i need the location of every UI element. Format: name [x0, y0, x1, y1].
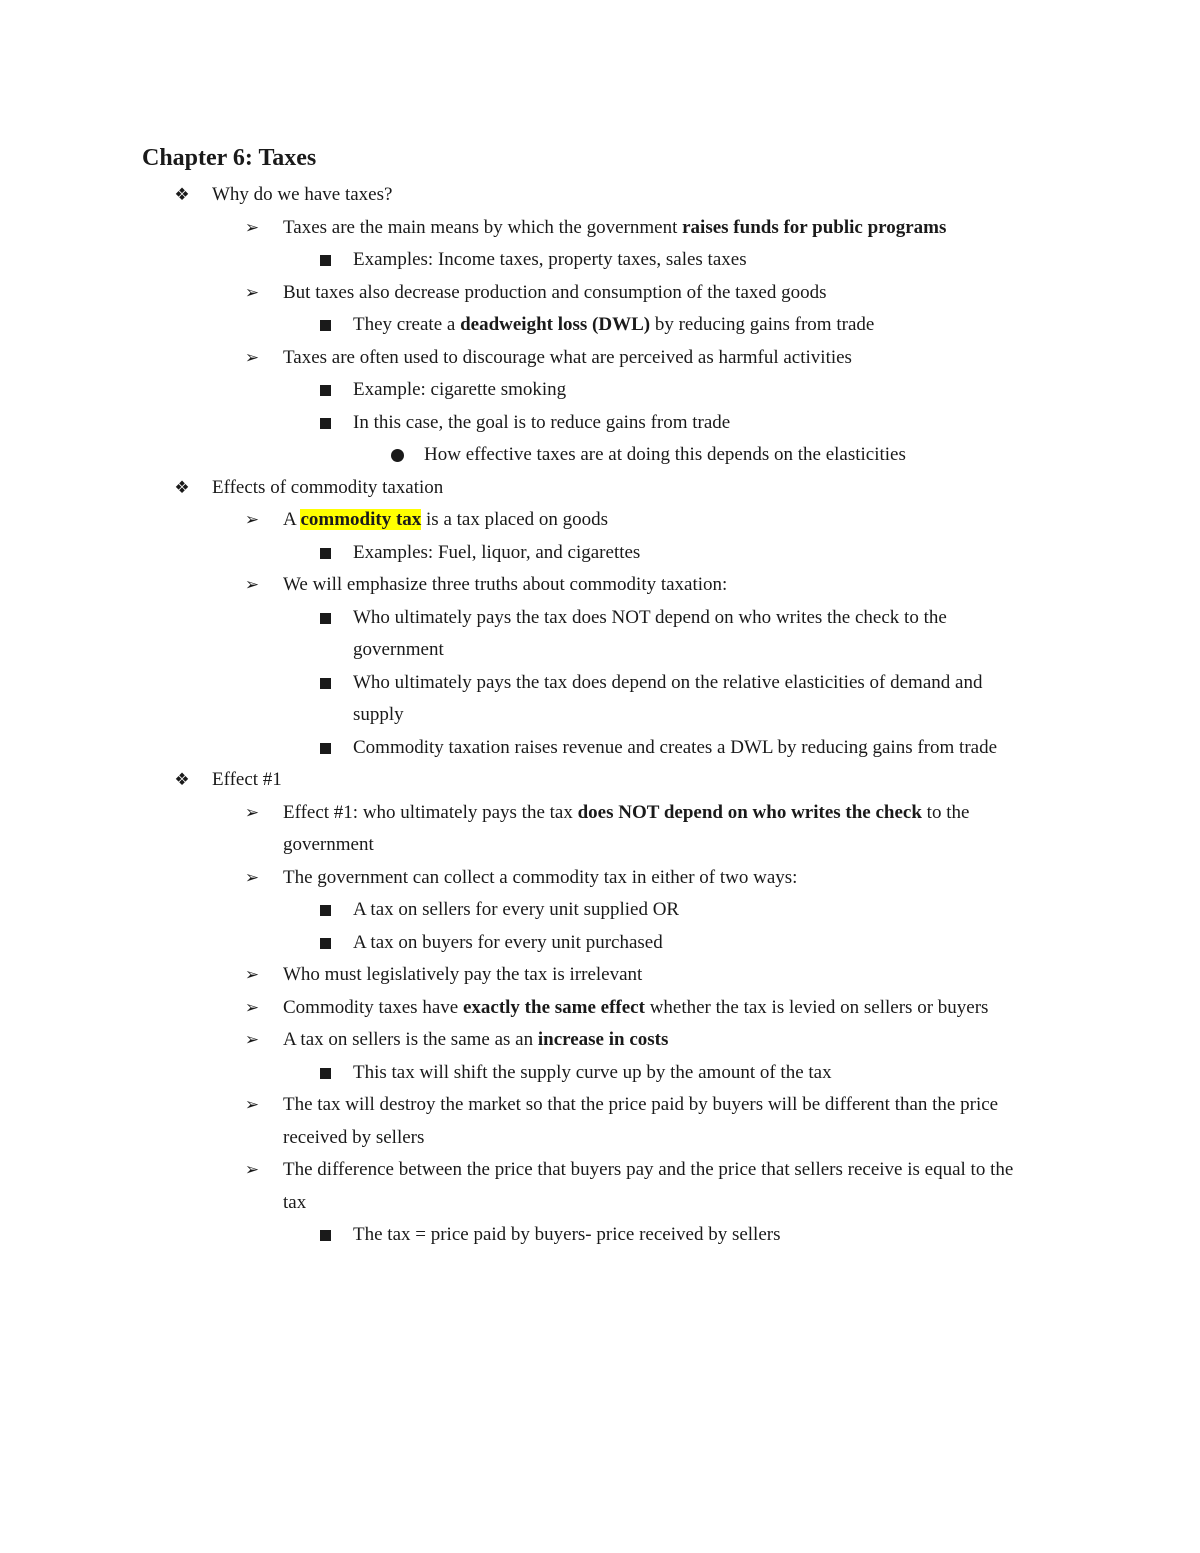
square-bullet-icon [320, 255, 331, 266]
line-text: Example: cigarette smoking [353, 379, 567, 400]
line-text: A tax on sellers is the same as an [283, 1029, 538, 1050]
line-text: The tax = price paid by buyers- price received by sellers [353, 1224, 781, 1245]
arrow-bullet-icon: ➢ [244, 802, 260, 822]
line-text: They create a [353, 314, 461, 335]
outline-line [283, 1187, 306, 1220]
outline-line [353, 537, 640, 570]
line-text: Taxes are often used to discourage what are perceived as harmful activities [283, 346, 852, 368]
line-text: A [283, 509, 301, 530]
bold-text: does NOT depend on who writes the check [577, 801, 922, 823]
arrow-bullet-icon: ➢ [244, 1030, 260, 1049]
square-bullet-icon [320, 418, 331, 429]
line-text: This tax will shift the supply curve up by the amount of the tax [353, 1061, 832, 1083]
outline-line [353, 602, 947, 635]
outline-line [353, 1219, 780, 1252]
circle-bullet-icon [391, 449, 404, 462]
outline-line [353, 927, 663, 960]
page-title: Chapter 6: Taxes [142, 145, 317, 171]
line-text: We will emphasize three truths about commodity taxation: [283, 574, 728, 595]
arrow-bullet-icon: ➢ [244, 867, 260, 887]
outline-line [283, 569, 727, 602]
line-text: whether the tax is levied on sellers or buyers [644, 996, 989, 1018]
line-text: by reducing gains from trade [650, 314, 875, 335]
outline-line [353, 244, 747, 277]
bold-text: increase in costs [537, 1029, 669, 1050]
line-text: Examples: Income taxes, property taxes, sales taxes [353, 249, 747, 270]
line-text: Who ultimately pays the tax does NOT depend on who writes the check to the [353, 606, 947, 628]
outline-line [283, 862, 797, 895]
outline-line [353, 407, 730, 440]
square-bullet-icon [320, 320, 331, 331]
outline-line [283, 1089, 998, 1122]
line-text: The difference between the price that buyers pay and the price that sellers receive is equal to the [283, 1159, 1014, 1180]
arrow-bullet-icon: ➢ [244, 1160, 260, 1179]
square-bullet-icon [320, 938, 331, 949]
outline-line [212, 764, 282, 797]
line-text: In this case, the goal is to reduce gains from trade [353, 411, 731, 433]
arrow-bullet-icon: ➢ [244, 997, 260, 1017]
line-text: Effects of commodity taxation [212, 476, 444, 498]
diamond-bullet-icon: ❖ [174, 770, 190, 789]
line-text: Commodity taxation raises revenue and creates a DWL by reducing gains from trade [353, 736, 998, 758]
outline-line [353, 1057, 832, 1090]
line-text: Who must legislatively pay the tax is irrelevant [283, 964, 643, 985]
outline-line [424, 439, 906, 472]
arrow-bullet-icon: ➢ [244, 1095, 260, 1114]
square-bullet-icon [320, 385, 331, 396]
outline-line [283, 212, 946, 245]
outline-line [283, 504, 608, 537]
line-text: is a tax placed on goods [421, 509, 609, 530]
square-bullet-icon [320, 905, 331, 916]
line-text: A tax on sellers for every unit supplied OR [353, 899, 680, 920]
line-text: Examples: Fuel, liquor, and cigarettes [353, 541, 641, 563]
line-text: Effect #1 [212, 769, 282, 790]
outline-line [353, 699, 404, 732]
line-text: government [283, 834, 374, 855]
line-text: Taxes are the main means by which the government [283, 216, 683, 238]
outline-line [353, 309, 874, 342]
arrow-bullet-icon: ➢ [244, 965, 260, 984]
outline-line [353, 732, 997, 765]
outline-line [212, 179, 392, 212]
outline-line [283, 1122, 424, 1155]
arrow-bullet-icon: ➢ [244, 510, 260, 529]
line-text: to the [921, 801, 970, 823]
outline-line [212, 472, 443, 505]
square-bullet-icon [320, 743, 331, 754]
outline-line [353, 634, 444, 667]
line-text: tax [283, 1191, 307, 1213]
diamond-bullet-icon: ❖ [174, 185, 190, 204]
line-text: Effect #1: who ultimately pays the tax [283, 801, 578, 823]
outline-line [283, 1154, 1013, 1187]
bold-text: deadweight loss (DWL) [460, 314, 651, 335]
arrow-bullet-icon: ➢ [244, 575, 260, 594]
line-text: Commodity taxes have [283, 996, 463, 1018]
line-text: received by sellers [283, 1126, 425, 1148]
line-text: How effective taxes are at doing this depends on the elasticities [424, 444, 906, 465]
arrow-bullet-icon: ➢ [244, 217, 260, 237]
highlighted-term: commodity tax [300, 509, 422, 530]
outline-line [283, 992, 988, 1025]
line-text: supply [353, 704, 404, 725]
outline-line [353, 374, 566, 407]
diamond-bullet-icon: ❖ [174, 477, 190, 497]
square-bullet-icon [320, 548, 331, 559]
line-text: government [353, 639, 444, 660]
outline-line [283, 1024, 668, 1057]
arrow-bullet-icon: ➢ [244, 347, 260, 367]
outline-line [353, 667, 982, 700]
outline-line [353, 894, 679, 927]
square-bullet-icon [320, 678, 331, 689]
arrow-bullet-icon: ➢ [244, 282, 260, 302]
line-text: A tax on buyers for every unit purchased [353, 931, 663, 953]
bold-text: exactly the same effect [462, 996, 645, 1018]
outline-line [283, 797, 969, 830]
outline-line [283, 277, 826, 310]
line-text: The government can collect a commodity tax in either of two ways: [283, 866, 798, 888]
line-text: Who ultimately pays the tax does depend on the relative elasticities of demand and [353, 671, 983, 693]
bold-text: raises funds for public programs [682, 216, 947, 238]
line-text: The tax will destroy the market so that the price paid by buyers will be different than the price [283, 1094, 999, 1115]
line-text: Why do we have taxes? [212, 184, 393, 205]
outline-line [283, 342, 852, 375]
square-bullet-icon [320, 613, 331, 624]
outline-line [283, 959, 642, 992]
line-text: But taxes also decrease production and consumption of the taxed goods [283, 281, 827, 303]
square-bullet-icon [320, 1230, 331, 1241]
square-bullet-icon [320, 1068, 331, 1079]
outline-line [283, 829, 374, 862]
